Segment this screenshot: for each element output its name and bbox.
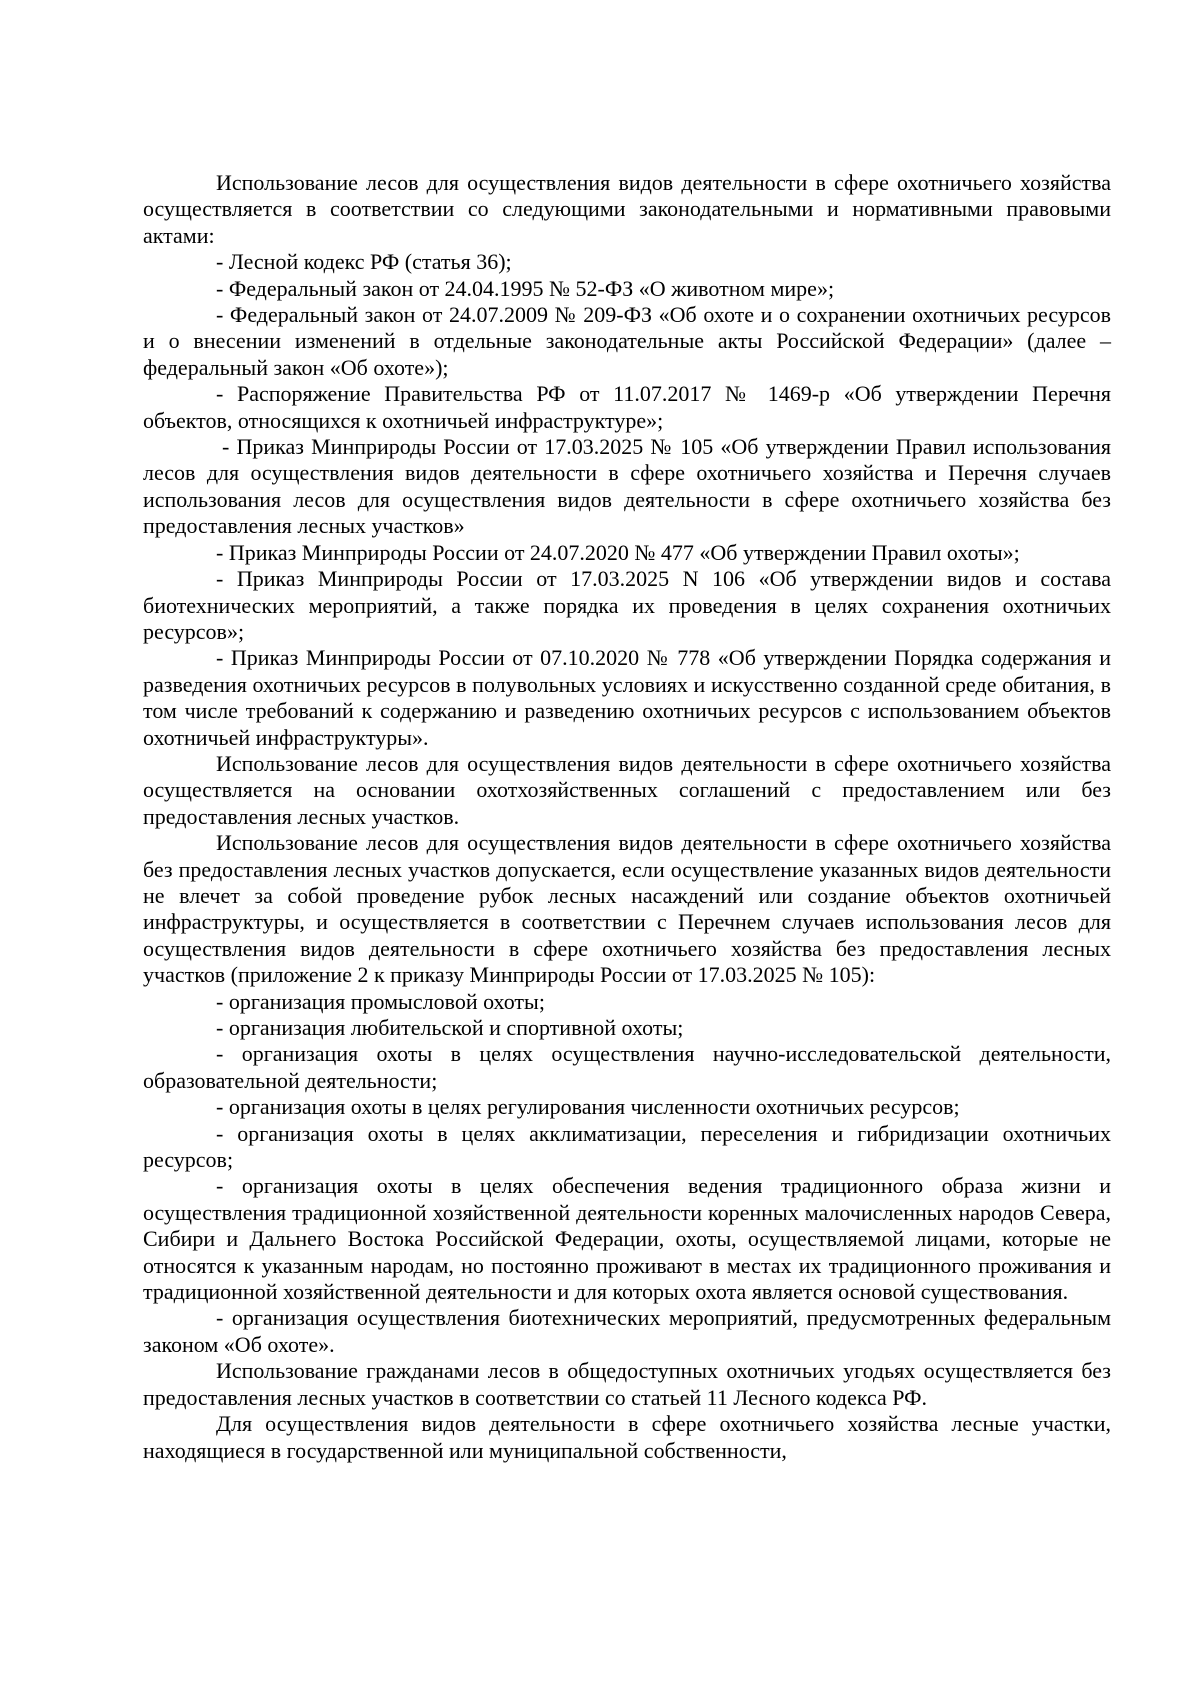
list-item: - организация охоты в целях обеспечения ведения традиционного образа жизни и осуществления традиционной хозяйственной деятельности коренных малочисленных народов Севера, Сибири и Дальнего Востока Российской Федерации, охоты, осуществляемой лицами, которые не относятся к указанным народам, но постоянно проживают в местах их традиционного проживания и традиционной хозяйственной деятельности и для которых охота является основой существования. [143, 1173, 1111, 1305]
list-item: - организация охоты в целях акклиматизации, переселения и гибридизации охотничьих ресурсов; [143, 1120, 1111, 1173]
list-item: - организация охоты в целях регулирования численности охотничьих ресурсов; [216, 1094, 960, 1120]
body-paragraph: Использование лесов для осуществления видов деятельности в сфере охотничьего хозяйства осуществляется на основании охотхозяйственных соглашений с предоставлением или без предоставления лесных участков. [143, 750, 1111, 829]
list-item: - Приказ Минприроды России от 17.03.2025 N 106 «Об утверждении видов и состава биотехнических мероприятий, а также порядка их проведения в целях сохранения охотничьих ресурсов»; [143, 566, 1111, 644]
document-page [143, 170, 1111, 1464]
body-paragraph: Для осуществления видов деятельности в сфере охотничьего хозяйства лесные участки, находящиеся в государственной или муниципальной собственности, [143, 1411, 1111, 1463]
list-item: - Лесной кодекс РФ (статья 36); [216, 249, 512, 275]
list-item: - Приказ Минприроды России от 17.03.2025 № 105 «Об утверждении Правил использования лесов для осуществления видов деятельности в сфере охотничьего хозяйства и Перечня случаев использования лесов для осуществления видов деятельности в сфере охотничьего хозяйства без предоставления лесных участков» [143, 434, 1111, 539]
list-item: - Федеральный закон от 24.04.1995 № 52-ФЗ «О животном мире»; [216, 275, 835, 301]
list-item: - организация охоты в целях осуществления научно-исследовательской деятельности, образовательной деятельности; [143, 1041, 1111, 1093]
list-item: - Приказ Минприроды России от 07.10.2020 № 778 «Об утверждении Порядка содержания и разведения охотничьих ресурсов в полувольных условиях и искусственно созданной среде обитания, в том числе требований к содержанию и разведению охотничьих ресурсов с использованием объектов охотничьей инфраструктуры». [143, 645, 1111, 750]
list-item: - организация промысловой охоты; [216, 988, 545, 1014]
list-item: - Федеральный закон от 24.07.2009 № 209-ФЗ «Об охоте и о сохранении охотничьих ресурсов и о внесении изменений в отдельные законодательные акты Российской Федерации» (далее – федеральный закон «Об охоте»); [143, 302, 1111, 380]
list-item: - организация осуществления биотехнических мероприятий, предусмотренных федеральным законом «Об охоте». [143, 1305, 1111, 1357]
body-paragraph: Использование гражданами лесов в общедоступных охотничьих угодьях осуществляется без предоставления лесных участков в соответствии со статьей 11 Лесного кодекса РФ. [143, 1358, 1111, 1410]
body-paragraph: Использование лесов для осуществления видов деятельности в сфере охотничьего хозяйства без предоставления лесных участков допускается, если осуществление указанных видов деятельности не влечет за собой проведение рубок лесных насаждений или создание объектов охотничьей инфраструктуры, и осуществляется в соответствии с Перечнем случаев использования лесов для осуществления видов деятельности в сфере охотничьего хозяйства без предоставления лесных участков (приложение 2 к приказу Минприроды России от 17.03.2025 № 105): [143, 830, 1111, 988]
list-item: - Приказ Минприроды России от 24.07.2020 № 477 «Об утверждении Правил охоты»; [216, 539, 1020, 565]
intro-paragraph: Использование лесов для осуществления видов деятельности в сфере охотничьего хозяйства осуществляется в соответствии со следующими законодательными и нормативными правовыми актами: [143, 170, 1111, 248]
list-item: - Распоряжение Правительства РФ от 11.07.2017 № 1469-р «Об утверждении Перечня объектов, относящихся к охотничьей инфраструктуре»; [143, 381, 1111, 433]
list-item: - организация любительской и спортивной охоты; [216, 1015, 684, 1040]
